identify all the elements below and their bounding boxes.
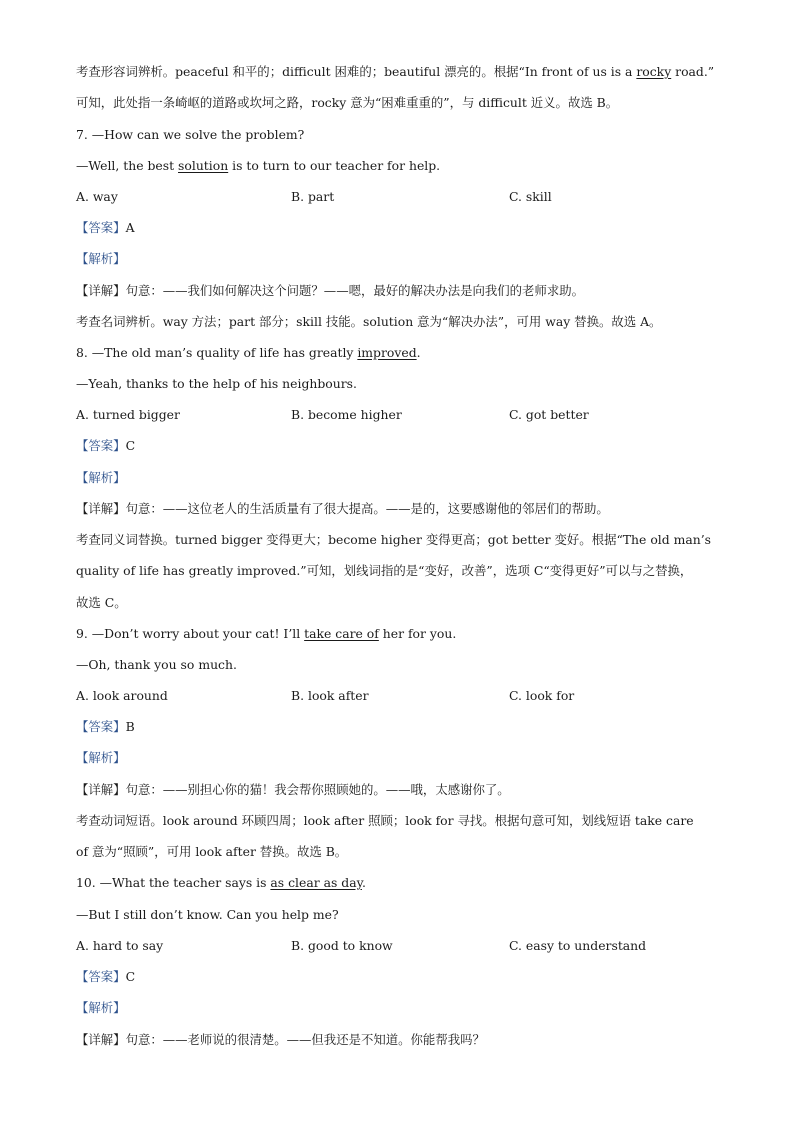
option-b: B. part [291,189,335,204]
prompt-text: her for you. [378,626,457,641]
question-10-analysis-tag: 【解析】 [76,1000,126,1015]
detail-text: 句意：——别担心你的猫！我会帮你照顾她的。——哦，太感谢你了。 [125,782,510,797]
option-b: B. look after [291,688,369,703]
answer-value: C [125,969,136,984]
prompt-text: 9. —Don’t worry about your cat! I’ll [76,626,305,641]
question-10-response: —But I still don’t know. Can you help me? [76,907,339,922]
answer-tag: 【答案】 [76,220,126,235]
intro-line-1 [76,62,734,82]
intro-line-2: 可知，此处指一条崎岖的道路或坎坷之路，rocky 意为“困难重重的”，与 difficult 近义。故选 B。 [76,95,619,110]
prompt-text: . [361,875,366,890]
option-b: B. good to know [291,938,393,953]
question-7-detail [76,281,734,301]
answer-tag: 【答案】 [76,438,126,453]
question-7-options [76,187,734,207]
prompt-text: . [416,345,421,360]
question-7-answer [76,218,734,238]
question-8-detail [76,499,734,519]
question-9-detail [76,780,734,800]
detail-text: 句意：——老师说的很清楚。——但我还是不知道。你能帮我吗？ [125,1032,485,1047]
option-a: A. way [76,189,118,204]
question-9-prompt [76,624,734,644]
underlined-phrase: as clear as day [270,875,362,890]
underlined-word: improved [357,345,417,360]
question-9-options [76,686,734,706]
question-8-explain-2: quality of life has greatly improved.”可知，划线词指的是“变好，改善”，选项 C“变得更好”可以与之替换， [76,563,693,578]
answer-tag: 【答案】 [76,719,126,734]
intro-text: 考查形容词辨析。peaceful 和平的；difficult 困难的；beautiful 漂亮的。根据“In front of us is a [76,64,637,79]
option-a: A. hard to say [76,938,164,953]
response-text: is to turn to our teacher for help. [228,158,441,173]
underlined-word: rocky [636,64,672,79]
option-c: C. skill [509,189,552,204]
answer-value: C [125,438,136,453]
detail-tag: 【详解】 [76,283,126,298]
question-10-answer [76,967,734,987]
answer-value: A [125,220,135,235]
question-8-options [76,405,734,425]
answer-tag: 【答案】 [76,969,126,984]
detail-tag: 【详解】 [76,501,126,516]
prompt-text: 8. —The old man’s quality of life has greatly [76,345,358,360]
response-text: —Well, the best [76,158,179,173]
question-8-prompt [76,343,734,363]
intro-text: road.” [671,64,715,79]
question-10-detail [76,1030,734,1050]
question-7-response [76,156,734,176]
question-8-response: —Yeah, thanks to the help of his neighbours. [76,376,357,391]
underlined-word: solution [178,158,229,173]
detail-text: 句意：——这位老人的生活质量有了很大提高。——是的，这要感谢他的邻居们的帮助。 [125,501,609,516]
underlined-phrase: take care of [304,626,379,641]
question-9-response: —Oh, thank you so much. [76,657,237,672]
option-a: A. turned bigger [76,407,180,422]
option-a: A. look around [76,688,168,703]
question-10-options [76,936,734,956]
question-8-explain-1: 考查同义词替换。turned bigger 变得更大；become higher 变得更高；got better 变好。根据“The old man’s [76,532,712,547]
detail-text: 句意：——我们如何解决这个问题？——嗯，最好的解决办法是向我们的老师求助。 [125,283,585,298]
option-c: C. easy to understand [509,938,647,953]
option-b: B. become higher [291,407,402,422]
option-c: C. look for [509,688,575,703]
question-8-answer [76,436,734,456]
detail-tag: 【详解】 [76,1032,126,1047]
question-9-explain-1: 考查动词短语。look around 环顾四周；look after 照顾；look for 寻找。根据句意可知，划线短语 take care [76,813,694,828]
answer-value: B [125,719,135,734]
question-8-explain-3: 故选 C。 [76,595,127,610]
question-7-analysis-tag: 【解析】 [76,251,126,266]
question-7-explain: 考查名词辨析。way 方法；part 部分；skill 技能。solution 意为“解决办法”，可用 way 替换。故选 A。 [76,314,662,329]
question-7-prompt: 7. —How can we solve the problem? [76,127,305,142]
option-c: C. got better [509,407,589,422]
question-9-explain-2: of 意为“照顾”，可用 look after 替换。故选 B。 [76,844,348,859]
detail-tag: 【详解】 [76,782,126,797]
prompt-text: 10. —What the teacher says is [76,875,271,890]
question-8-analysis-tag: 【解析】 [76,470,126,485]
question-9-answer [76,717,734,737]
question-10-prompt [76,873,734,893]
question-9-analysis-tag: 【解析】 [76,750,126,765]
